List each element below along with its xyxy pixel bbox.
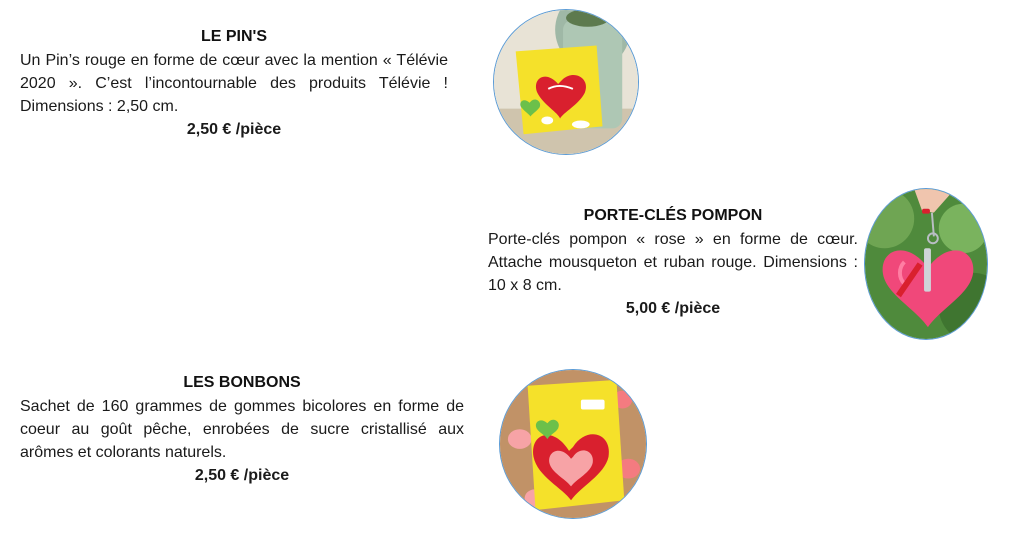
product-bonbons <box>20 374 464 485</box>
product-title: LES BONBONS <box>183 374 301 391</box>
product-price: 5,00 € /pièce <box>625 300 721 317</box>
product-description: Un Pin’s rouge en forme de cœur avec la mention « Télévie 2020 ». C’est l’incontournable des produits Télévie ! Dimensions : 2,50 cm. <box>20 52 448 115</box>
heart-pin-photo <box>493 9 639 155</box>
product-price: 2,50 € /pièce <box>194 467 290 484</box>
product-title: PORTE-CLÉS POMPON <box>583 207 763 224</box>
pompom-keychain-photo <box>864 188 988 340</box>
product-pompon <box>488 207 858 318</box>
product-description: Sachet de 160 grammes de gommes bicolores en forme de coeur au goût pêche, enrobées de sucre cristallisé aux arômes et colorants naturels. <box>20 398 464 461</box>
product-description: Porte-clés pompon « rose » en forme de cœur. Attache mousqueton et ruban rouge. Dimensions : 10 x 8 cm. <box>488 231 858 294</box>
product-pins <box>20 28 448 139</box>
candy-bag-photo <box>499 369 647 519</box>
product-title: LE PIN'S <box>200 28 268 45</box>
product-price: 2,50 € /pièce <box>186 121 282 138</box>
